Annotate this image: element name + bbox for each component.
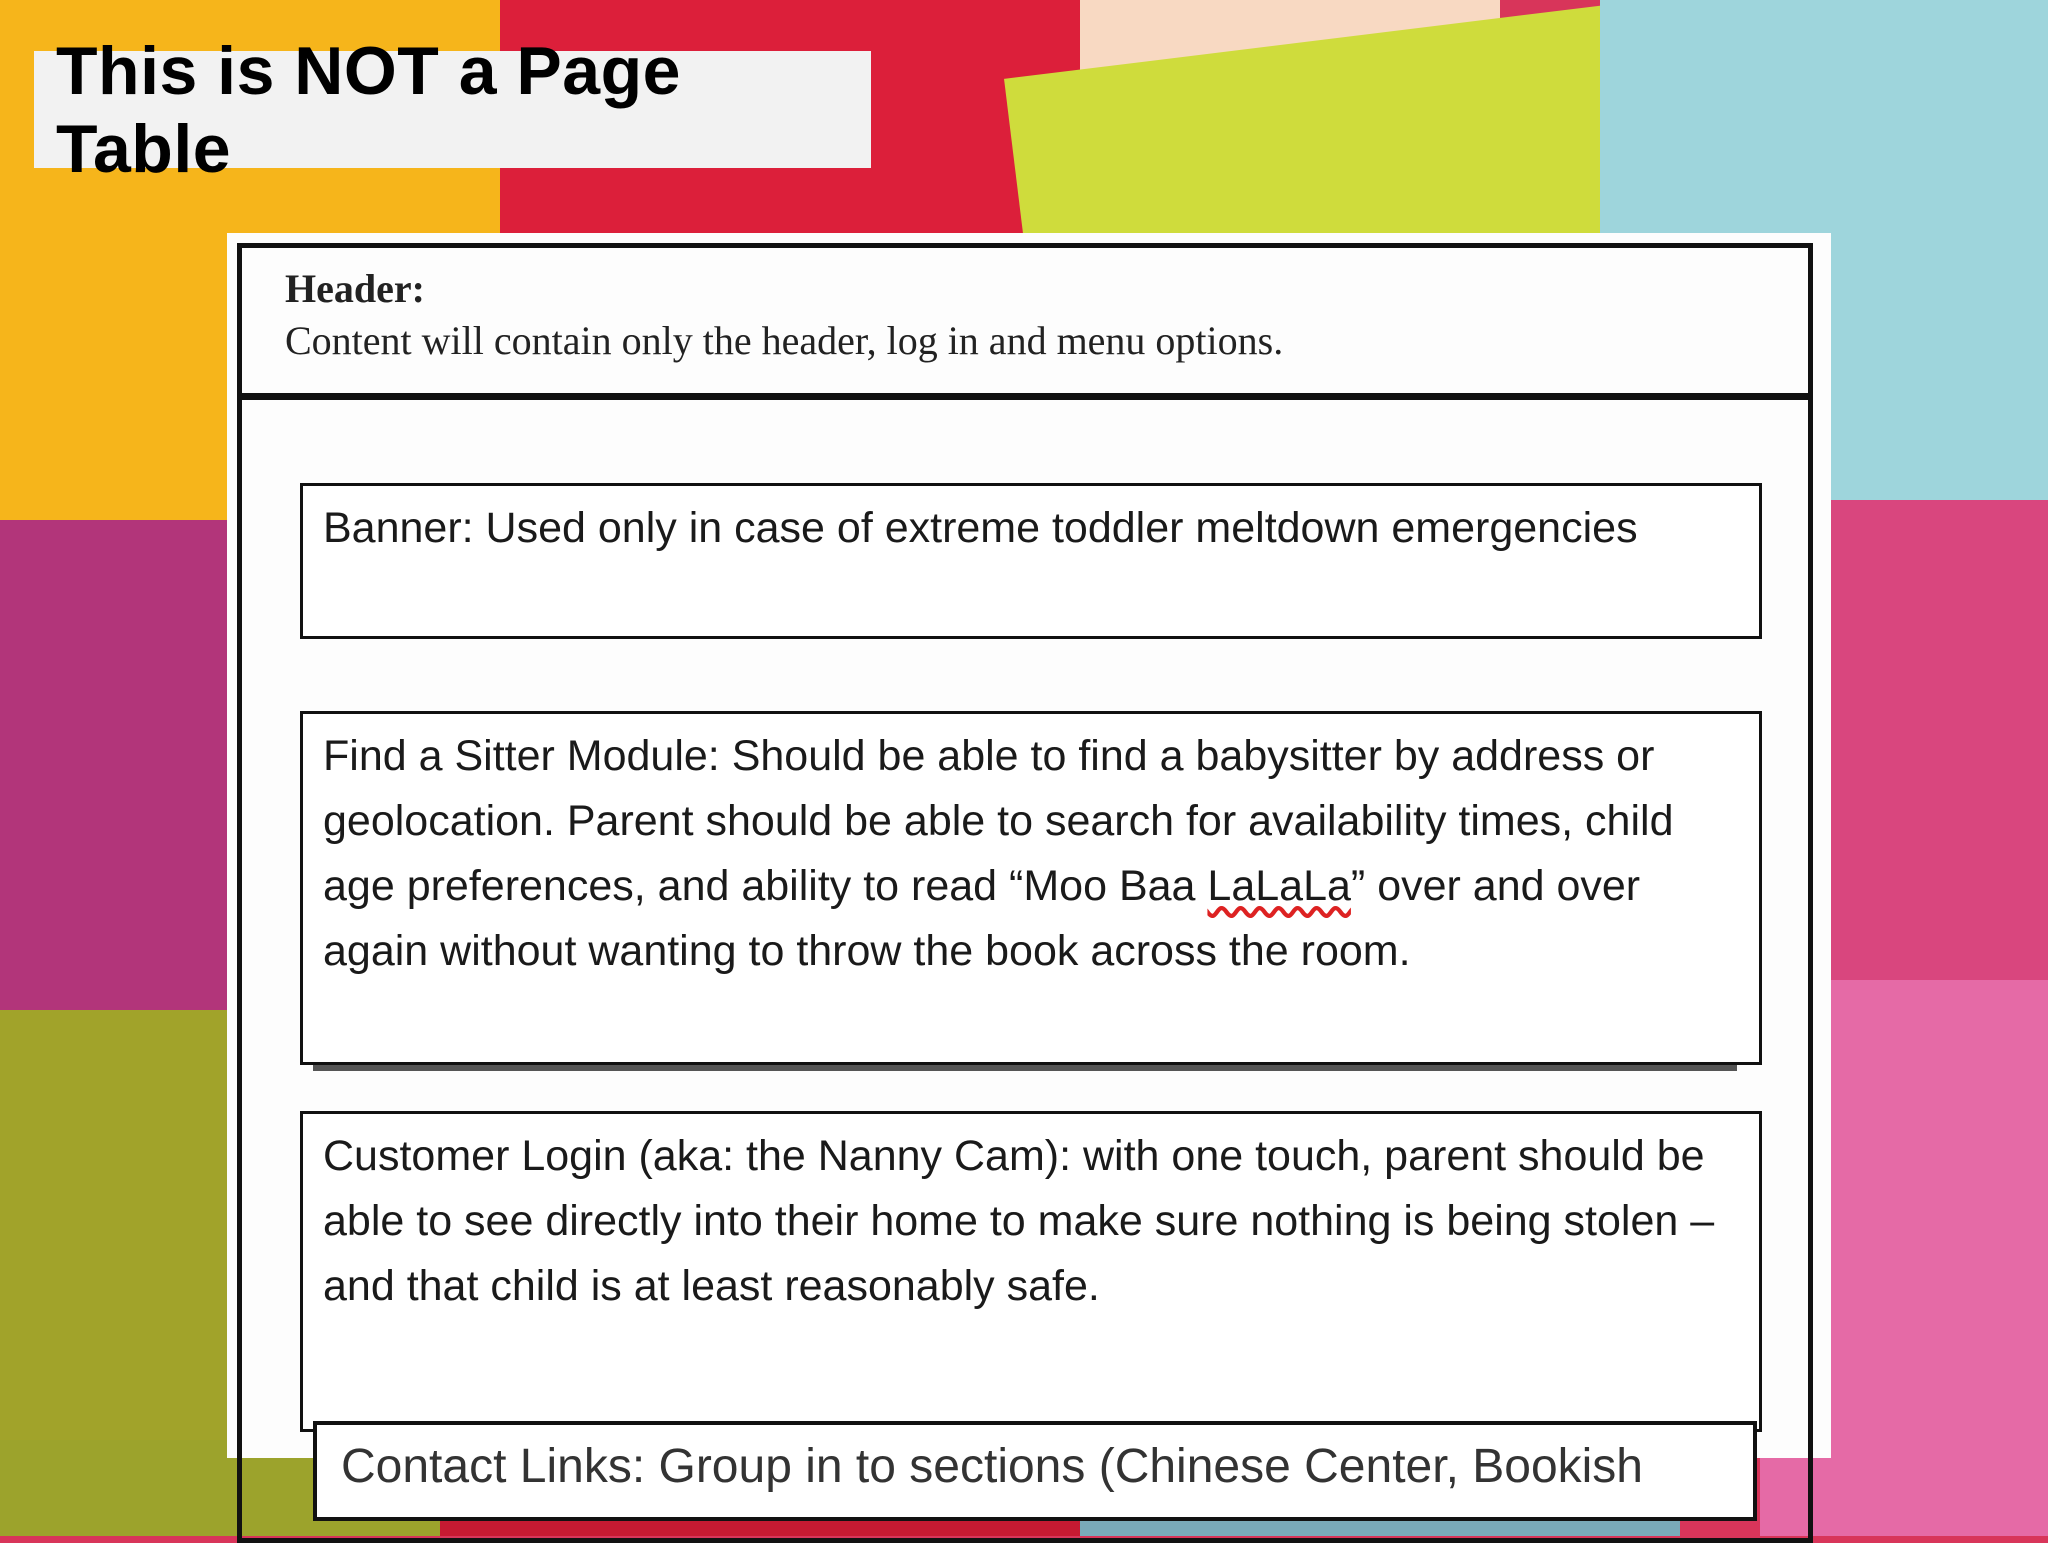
sitter-module-underline [313, 1065, 1737, 1071]
find-a-sitter-module [300, 711, 1762, 1065]
banner-module-text: Banner: Used only in case of extreme toddler meltdown emergencies [323, 504, 1638, 552]
slide-title-box [34, 32, 871, 187]
header-label: Header: [285, 266, 425, 311]
header-description: Content will contain only the header, log in and menu options. [285, 318, 1284, 363]
header-section [285, 265, 1785, 369]
contact-links-text: Contact Links: Group in to sections (Chinese Center, Bookish [341, 1440, 1643, 1493]
banner-module [300, 483, 1762, 639]
slide-title: This is NOT a Page Table [56, 32, 681, 187]
background-paper-magenta [0, 520, 260, 1020]
spellcheck-flagged-word: LaLaLa [1207, 862, 1351, 910]
sitter-module-text-end: ” over and over again without wanting to throw the book across the room. [323, 862, 1641, 975]
login-module-text: Customer Login (aka: the Nanny Cam): with one touch, parent should be able to see directly into their home to make sure nothing is being stolen – and that child is at least reasonably safe. [323, 1132, 1715, 1310]
page-layout-document [227, 233, 1831, 1493]
header-divider [237, 393, 1813, 400]
contact-links-module [313, 1421, 1757, 1521]
customer-login-module [300, 1111, 1762, 1432]
sitter-module-text: Find a Sitter Module: Should be able to find a babysitter by address or geolocation. Parent should be able to search for availability times, child age preferences, and ability to read “Moo Baa [323, 732, 1674, 910]
